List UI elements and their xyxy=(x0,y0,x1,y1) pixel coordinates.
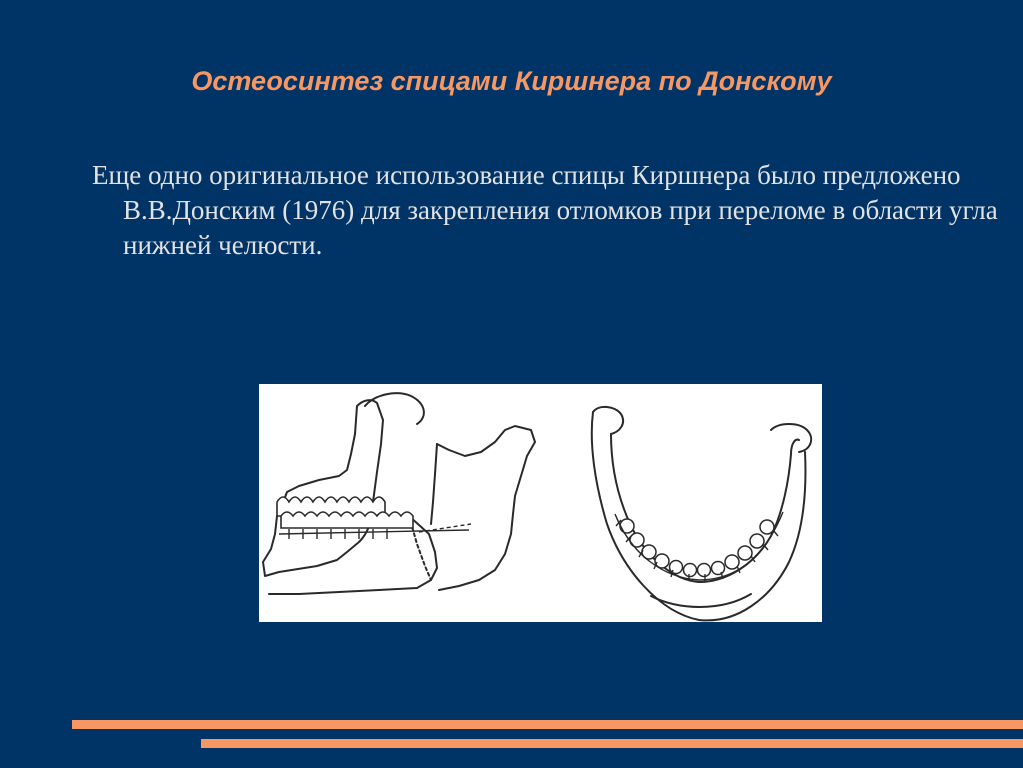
slide-body-text: Еще одно оригинальное использование спицы Киршнера было предложено В.В.Донским (1976) для закрепления отломков при переломе в области угла нижней челюсти. xyxy=(92,160,998,260)
mandible-illustration xyxy=(259,384,822,622)
mandible-illustration-svg xyxy=(259,384,822,622)
mandible-side-view-icon xyxy=(263,393,535,594)
mandible-side-teeth xyxy=(277,497,413,528)
mandible-top-teeth xyxy=(620,519,774,577)
slide-title: Остеосинтез спицами Киршнера по Донскому xyxy=(191,66,832,96)
mandible-top-view-icon xyxy=(592,407,811,620)
accent-bar-top xyxy=(72,720,1023,729)
accent-bar-bottom xyxy=(201,739,1023,748)
